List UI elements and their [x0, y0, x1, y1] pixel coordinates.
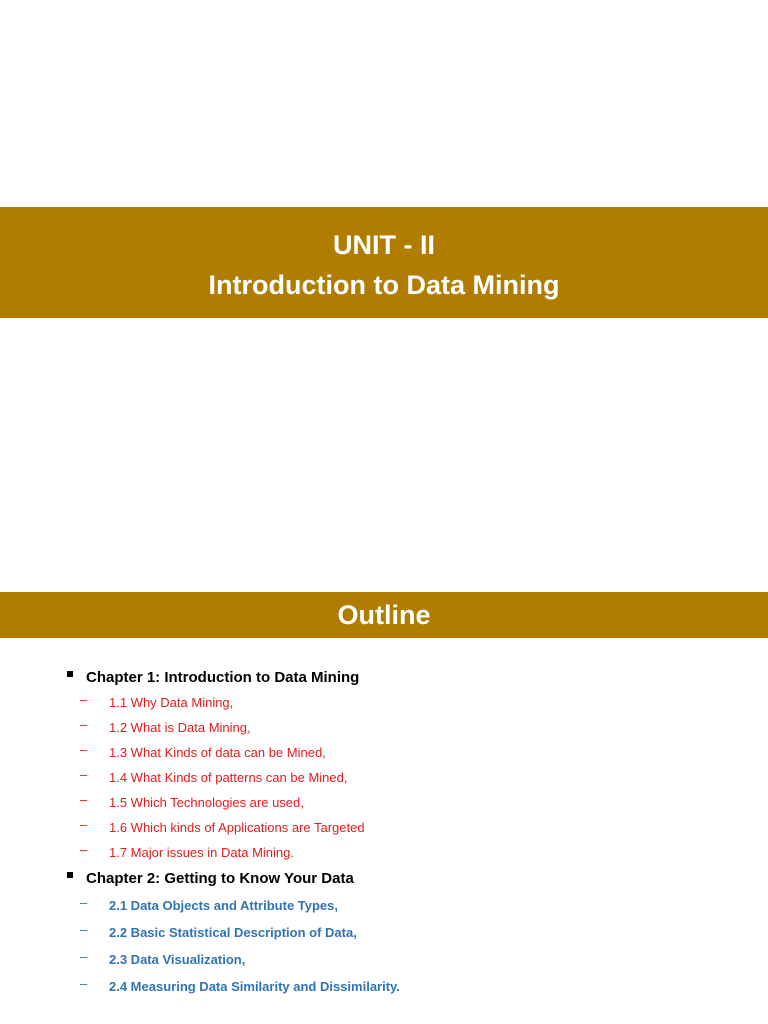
- outline-title: Outline: [337, 600, 431, 630]
- list-item: [0, 715, 768, 740]
- list-item-label: 2.2 Basic Statistical Description of Data,: [109, 925, 357, 940]
- square-bullet-icon: [67, 671, 73, 677]
- list-item-label: 2.4 Measuring Data Similarity and Dissimilarity.: [109, 979, 400, 994]
- dash-icon: –: [80, 817, 88, 832]
- list-item-label: 1.7 Major issues in Data Mining.: [109, 845, 294, 860]
- list-item: [0, 815, 768, 840]
- chapter-label: Chapter 1: Introduction to Data Mining: [86, 669, 360, 686]
- list-item: [0, 740, 768, 765]
- list-item: [0, 974, 768, 1001]
- dash-icon: –: [80, 976, 88, 991]
- list-item-label: 1.6 Which kinds of Applications are Targeted: [109, 820, 365, 835]
- chapter-2-items: [0, 893, 768, 1001]
- dash-icon: –: [80, 842, 88, 857]
- list-item-label: 2.3 Data Visualization,: [109, 952, 246, 967]
- chapter-heading: [0, 666, 768, 690]
- list-item-label: 1.1 Why Data Mining,: [109, 695, 234, 710]
- outline-list: [0, 666, 768, 1001]
- title-banner: [0, 207, 768, 318]
- list-item: [0, 840, 768, 865]
- list-item: [0, 690, 768, 715]
- list-item: [0, 947, 768, 974]
- list-item: [0, 765, 768, 790]
- list-item-label: 1.4 What Kinds of patterns can be Mined,: [109, 770, 348, 785]
- dash-icon: –: [80, 792, 88, 807]
- list-item: [0, 893, 768, 920]
- chapter-1-items: [0, 690, 768, 865]
- outline-banner: [0, 592, 768, 638]
- dash-icon: –: [80, 895, 88, 910]
- chapter-label: Chapter 2: Getting to Know Your Data: [86, 870, 354, 887]
- topic-title: Introduction to Data Mining: [208, 270, 560, 300]
- square-bullet-icon: [67, 872, 73, 878]
- dash-icon: –: [80, 949, 88, 964]
- list-item-label: 2.1 Data Objects and Attribute Types,: [109, 898, 338, 913]
- list-item: [0, 790, 768, 815]
- slide-outline: [0, 560, 768, 1024]
- dash-icon: –: [80, 692, 88, 707]
- list-item: [0, 920, 768, 947]
- dash-icon: –: [80, 767, 88, 782]
- list-item-label: 1.2 What is Data Mining,: [109, 720, 251, 735]
- dash-icon: –: [80, 922, 88, 937]
- list-item-label: 1.5 Which Technologies are used,: [109, 795, 304, 810]
- unit-title: UNIT - II: [333, 230, 435, 260]
- list-item-label: 1.3 What Kinds of data can be Mined,: [109, 745, 326, 760]
- chapter-heading: [0, 867, 768, 891]
- dash-icon: –: [80, 742, 88, 757]
- dash-icon: –: [80, 717, 88, 732]
